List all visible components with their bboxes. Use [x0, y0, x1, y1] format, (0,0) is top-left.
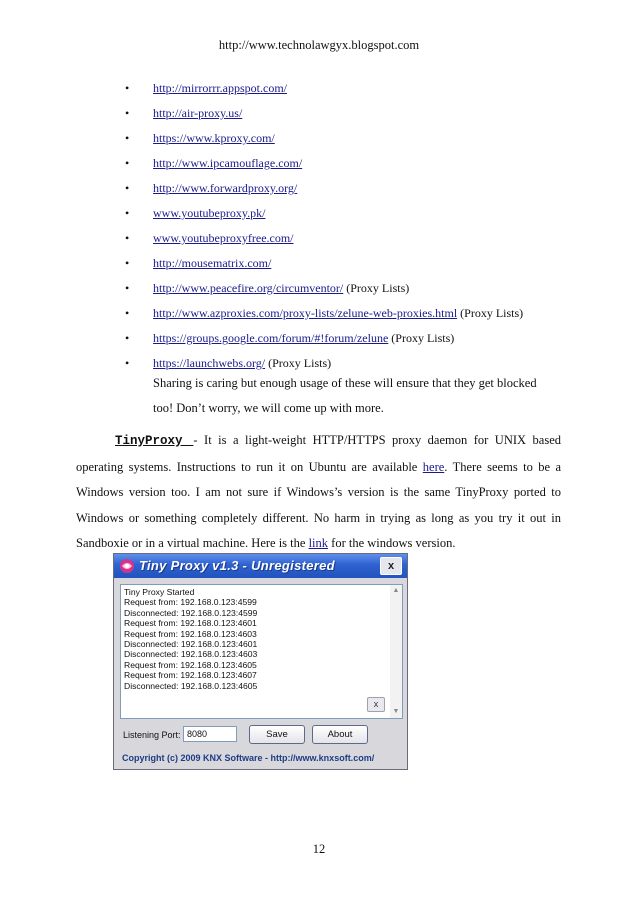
sharing-note: Sharing is caring but enough usage of these will ensure that they get blocked too! Don’t worry, we will come up with more. [153, 376, 537, 415]
window-titlebar[interactable] [114, 554, 407, 578]
bullet-icon: • [125, 131, 130, 145]
page-number: 12 [312, 842, 326, 856]
log-line: Disconnected: 192.168.0.123:4601 [124, 639, 258, 650]
log-list [124, 587, 257, 691]
log-line: Request from: 192.168.0.123:4601 [124, 618, 257, 629]
scroll-down-icon[interactable]: ▼ [392, 708, 400, 715]
proxy-link[interactable]: https://groups.google.com/forum/#!forum/zelune [153, 331, 389, 345]
bullet-icon: • [125, 231, 130, 245]
log-line: Disconnected: 192.168.0.123:4605 [124, 680, 258, 691]
proxy-link[interactable]: https://www.kproxy.com/ [153, 131, 275, 145]
header-url: http://www.technolawgyx.blogspot.com [218, 38, 420, 52]
bullet-icon: • [125, 106, 130, 120]
log-box[interactable] [120, 584, 403, 719]
log-line: Disconnected: 192.168.0.123:4599 [124, 607, 258, 618]
bullet-icon: • [125, 281, 130, 295]
log-scrollbar[interactable] [390, 585, 402, 718]
proxy-link[interactable]: http://air-proxy.us/ [153, 106, 243, 120]
bullet-icon: • [125, 81, 130, 95]
log-line: Request from: 192.168.0.123:4603 [124, 628, 257, 639]
proxy-link[interactable]: http://www.azproxies.com/proxy-lists/zelune-web-proxies.html [153, 306, 458, 320]
list-item: • http://www.peacefire.org/circumventor/ (Proxy Lists) [125, 276, 523, 301]
list-item: • http://www.azproxies.com/proxy-lists/zelune-web-proxies.html (Proxy Lists) [125, 301, 523, 326]
window-title: Tiny Proxy v1.3 - Unregistered [139, 558, 335, 573]
list-item: • https://launchwebs.org/ (Proxy Lists) [125, 351, 523, 376]
here-link[interactable]: here [422, 459, 445, 474]
tinyproxy-paragraph: TinyProxy - It is a light-weight HTTP/HTTPS proxy daemon for UNIX based operating systems. Instructions to run it on Ubuntu are available here. There seems to be a Windows version too. I am not sure if Windows’s version is the same TinyProxy ported to Windows or something completely different. No harm in trying as long as you try it out in Sandboxie or in a virtual machine. Here is the link for the windows version. [76, 433, 561, 550]
list-item: • https://groups.google.com/forum/#!forum/zelune (Proxy Lists) [125, 326, 523, 351]
bullet-icon: • [125, 256, 130, 270]
log-line: Disconnected: 192.168.0.123:4603 [124, 649, 258, 660]
log-line: Request from: 192.168.0.123:4599 [124, 597, 257, 608]
proxy-link[interactable]: http://www.peacefire.org/circumventor/ [153, 281, 344, 295]
list-item [125, 176, 523, 201]
log-line: Request from: 192.168.0.123:4605 [124, 659, 257, 670]
proxy-link[interactable]: http://www.ipcamouflage.com/ [153, 156, 303, 170]
tinyproxy-window [113, 553, 408, 770]
save-button[interactable]: Save [249, 725, 305, 744]
copyright-text[interactable]: Copyright (c) 2009 KNX Software - http://www.knxsoft.com/ [122, 753, 375, 763]
clear-log-button[interactable]: x [367, 697, 385, 712]
proxy-link[interactable]: http://www.forwardproxy.org/ [153, 181, 298, 195]
tinyproxy-logo-icon [119, 558, 135, 574]
proxy-link[interactable]: http://mirrorrr.appspot.com/ [153, 81, 287, 95]
proxy-link[interactable]: www.youtubeproxy.pk/ [153, 206, 266, 220]
proxy-link[interactable]: www.youtubeproxyfree.com/ [153, 231, 294, 245]
list-item [125, 151, 523, 176]
list-item [125, 101, 523, 126]
listening-port-label: Listening Port: [123, 730, 181, 740]
list-item [125, 226, 523, 251]
about-button[interactable]: About [312, 725, 368, 744]
close-button[interactable]: x [380, 557, 402, 575]
listening-port-input[interactable]: 8080 [183, 726, 237, 742]
log-line: Tiny Proxy Started [124, 587, 195, 597]
proxy-link[interactable]: https://launchwebs.org/ [153, 356, 266, 370]
bullet-icon: • [125, 156, 130, 170]
proxy-link[interactable]: http://mousematrix.com/ [153, 256, 272, 270]
list-item [125, 76, 523, 101]
bullet-icon: • [125, 331, 130, 345]
scroll-up-icon[interactable]: ▲ [392, 587, 400, 594]
windows-version-link[interactable]: link [308, 536, 329, 550]
bullet-icon: • [125, 306, 130, 320]
list-item [125, 126, 523, 151]
tinyproxy-term: TinyProxy [115, 434, 194, 448]
bullet-icon: • [125, 356, 130, 370]
bullet-icon: • [125, 181, 130, 195]
bullet-icon: • [125, 206, 130, 220]
log-line: Request from: 192.168.0.123:4607 [124, 670, 257, 681]
list-item [125, 251, 523, 276]
proxy-link-list [125, 76, 523, 376]
list-item [125, 201, 523, 226]
